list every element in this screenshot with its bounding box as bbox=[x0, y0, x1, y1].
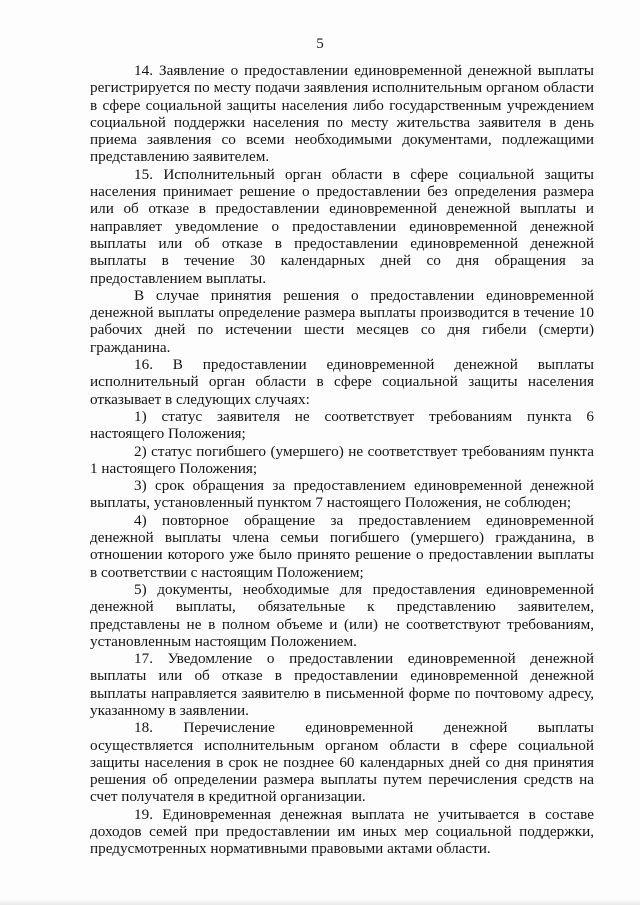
paragraph-15: 15. Исполнительный орган области в сфере социальной защиты населения принимает решение о предоставлении без определения размера или об отказе в предоставлении единовременной денежной выплаты и направляет уведомление о предоставлении единовременной денежной выплаты или об отказе в предоставлении единовременной денежной выплаты в течение 30 календарных дней со дня обращения за предоставлением выплаты. bbox=[90, 165, 594, 287]
page-number: 5 bbox=[316, 36, 324, 52]
paragraph-14: 14. Заявление о предоставлении единовременной денежной выплаты регистрируется по месту подачи заявления исполнительным органом области в сфере социальной защиты населения либо государственным учреждением социальной поддержки населения по месту жительства заявителя в день приема заявления со всеми необходимыми документами, подлежащими представлению заявителем. bbox=[90, 62, 594, 166]
paragraph-18: 18. Перечисление единовременной денежной выплаты осуществляется исполнительным органом области в сфере социальной защиты населения в срок не позднее 60 календарных дней со дня принятия решения об определении размера выплаты путем перечисления средств на счет получателя в кредитной организации. bbox=[90, 719, 594, 806]
paragraph-19: 19. Единовременная денежная выплата не учитывается в составе доходов семей при предоставлении им иных мер социальной поддержки, предусмотренных нормативными правовыми актами области. bbox=[90, 805, 594, 858]
list-item-5: 5) документы, необходимые для предоставления единовременной денежной выплаты, обязательные к представлению заявителем, представлены не в полном объеме и (или) не соответствуют требованиям, установленным настоящим Положением. bbox=[90, 580, 594, 650]
scan-edge bbox=[0, 899, 640, 905]
list-item-4: 4) повторное обращение за предоставлением единовременной денежной выплаты члена семьи погибшего (умершего) гражданина, в отношении которого уже было принято решение о предоставлении выплаты в соответствии с настоящим Положением; bbox=[90, 511, 594, 581]
paragraph-17: 17. Уведомление о предоставлении единовременной денежной выплаты или об отказе в предоставлении единовременной денежной выплаты направляется заявителю в письменной форме по почтовому адресу, указанному в заявлении. bbox=[90, 650, 594, 719]
list-item-1: 1) статус заявителя не соответствует требованиям пункта 6 настоящего Положения; bbox=[90, 407, 594, 443]
paragraph-15-continuation: В случае принятия решения о предоставлении единовременной денежной выплаты определение размера выплаты производится в течение 10 рабочих дней по истечении шести месяцев со дня гибели (смерти) гражданина. bbox=[90, 286, 594, 356]
paragraph-16: 16. В предоставлении единовременной денежной выплаты исполнительный орган области в сфере социальной защиты населения отказывает в следующих случаях: bbox=[90, 356, 594, 408]
list-item-2: 2) статус погибшего (умершего) не соответствует требованиям пункта 1 настоящего Положения; bbox=[90, 442, 594, 477]
document-body bbox=[90, 62, 594, 858]
list-item-3: 3) срок обращения за предоставлением единовременной денежной выплаты, установленный пунктом 7 настоящего Положения, не соблюден; bbox=[90, 477, 594, 512]
